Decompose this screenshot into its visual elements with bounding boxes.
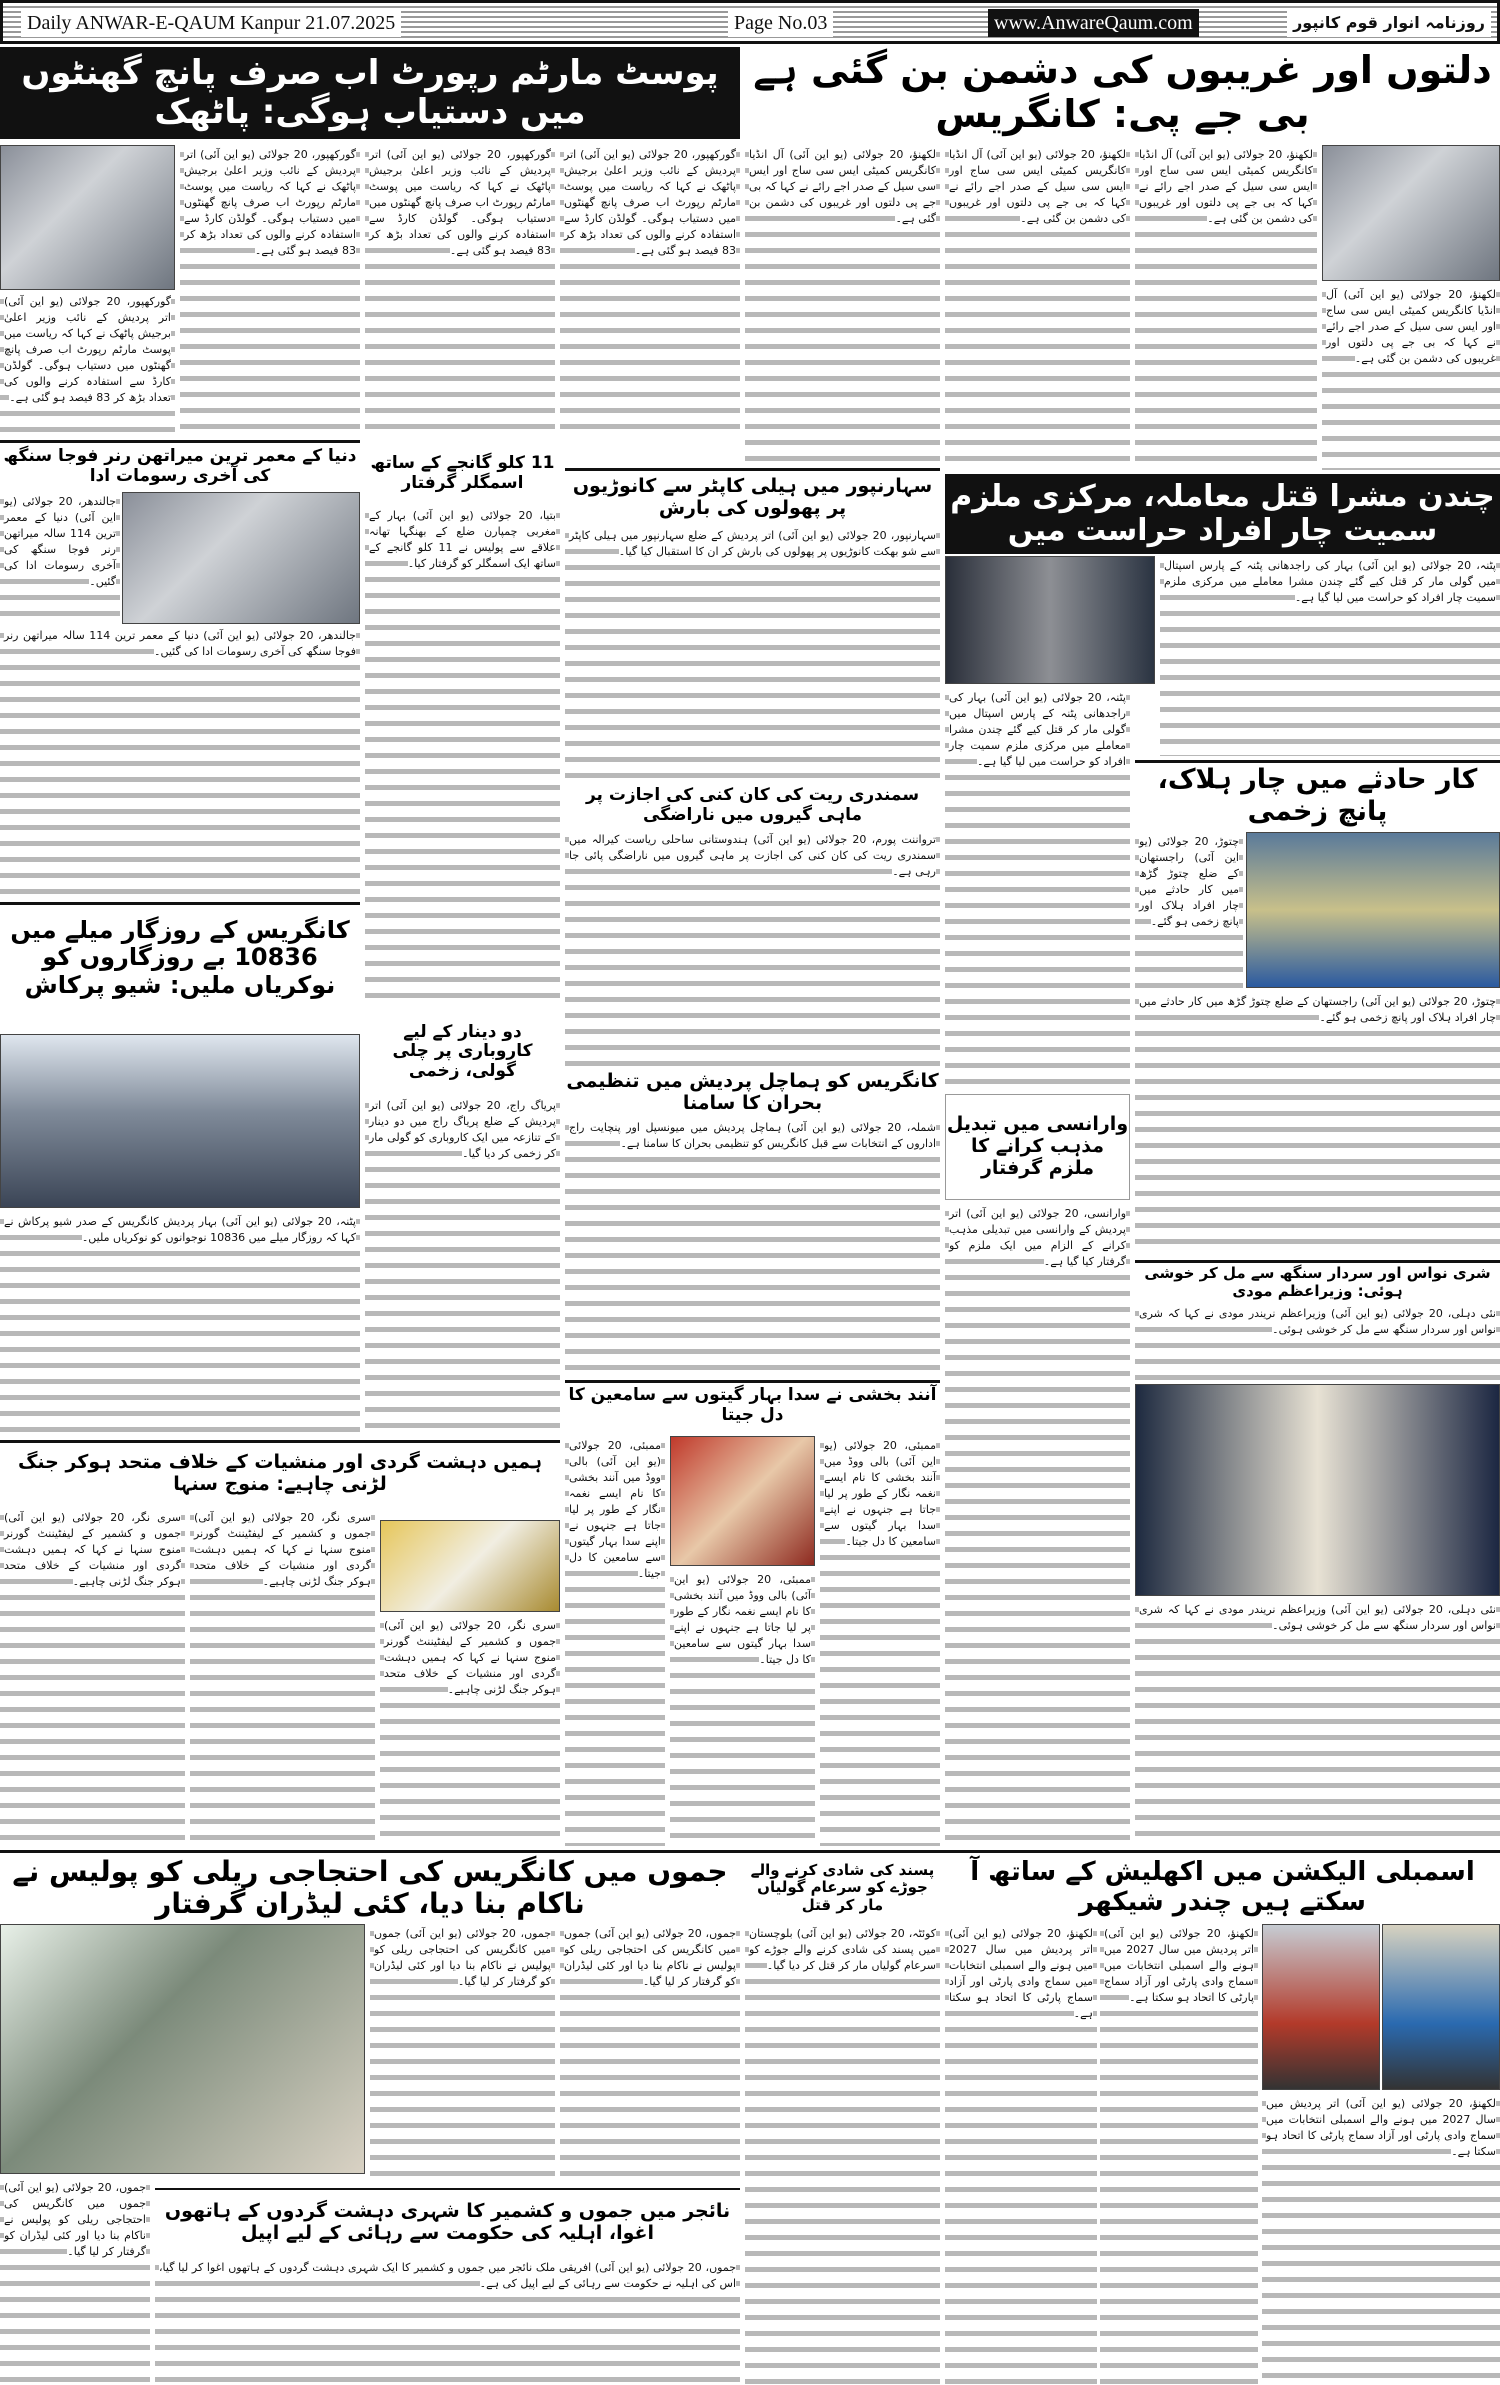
photo-accused [945, 556, 1155, 684]
headline-fauja-singh: دنیا کے معمر ترین میراتھن رنر فوجا سنگھ کی آخری رسومات ادا [0, 444, 360, 490]
article-body: کوئٹہ، 20 جولائی (یو این آئی) بلوچستان میں پسند کی شادی کرنے والے جوڑے کو سرعام گولیاں مار کر قتل کر دیا گیا۔ [745, 1924, 940, 2384]
article-body: جموں، 20 جولائی (یو این آئی) افریقی ملک نائجر میں جموں و کشمیر کا ایک شہری دہشت گردوں کے ہاتھوں اغوا کر لیا گیا، اس کی اہلیہ نے حکومت سے رہائی کے لیے اپیل کی ہے۔ [155, 2258, 740, 2384]
article-body: چتوڑ، 20 جولائی (یو این آئی) راجستھان کے ضلع چتوڑ گڑھ میں کار حادثے میں چار افراد ہلاک اور پانچ زخمی ہو گئے۔ [1135, 992, 1500, 1254]
photo-chandrashekhar [1382, 1924, 1500, 2090]
headline-saharanpur: سہارنپور میں ہیلی کاپٹر سے کانوڑیوں پر پھولوں کی بارش [565, 472, 940, 524]
headline-himachal: کانگریس کو ہماچل پردیش میں تنظیمی بحران کا سامنا [566, 1070, 939, 1114]
headline-car-accident: کار حادثے میں چار ہلاک، پانچ زخمی [1135, 760, 1500, 828]
page-number: Page No.03 [728, 9, 833, 37]
photo-brajesh-pathak [0, 145, 175, 290]
headline-postmortem: پوسٹ مارٹم رپورٹ اب صرف پانچ گھنٹوں میں دستیاب ہوگی: پاٹھک [0, 47, 740, 139]
article-body: پٹنہ، 20 جولائی (یو این آئی) بہار پردیش کانگریس کے صدر شیو پرکاش نے کہا کہ روزگار میلے میں 10836 نوجوانوں کو نوکریاں ملیں۔ [0, 1212, 360, 1436]
article-body: پریاگ راج، 20 جولائی (یو این آئی) اتر پردیش کے ضلع پریاگ راج میں دو دینار کے تنازعہ میں ایک کاروباری کو گولی مار کر زخمی کر دیا گیا۔ [365, 1096, 560, 1436]
article-body: سہارنپور، 20 جولائی (یو این آئی) اتر پردیش کے ضلع سہارنپور میں ہیلی کاپٹر سے شو بھکت کانوڑیوں پر پھولوں کی بارش کر ان کا استقبال کیا گیا۔ [565, 526, 940, 782]
photo-accident [1246, 832, 1500, 988]
photo-anand-bakshi [670, 1436, 815, 1566]
article-body: لکھنؤ، 20 جولائی (یو این آئی) اتر پردیش میں سال 2027 میں ہونے والے اسمبلی انتخابات میں سماج وادی پارٹی اور آزاد سماج پارٹی کا اتحاد ہو سکتا ہے۔ [945, 1924, 1097, 2384]
headline-couple-killed: پسند کی شادی کرنے والے جوڑے کو سرعام گولیاں مار کر قتل [745, 1854, 940, 1922]
headline-ganja-smuggler: 11 کلو گانجے کے ساتھ اسمگلر گرفتار [365, 444, 560, 504]
headline-dalit: دلتوں اور غریبوں کی دشمن بن گئی ہے بی جے پی: کانگریس [745, 47, 1500, 139]
article-body: ممبئی، 20 جولائی (یو این آئی) بالی ووڈ میں آنند بخشی کا نام ایسے نغمہ نگار کے طور پر لیا جاتا ہے جنہوں نے اپنے سدا بہار گیتوں سے سامعین کا دل جیتا۔ [565, 1436, 665, 1846]
headline-akhilesh-chandrashekhar: اسمبلی الیکشن میں اکھلیش کے ساتھ آ سکتے ہیں چندر شیکھر [945, 1854, 1500, 1922]
article-body: شملہ، 20 جولائی (یو این آئی) ہماچل پردیش میں میونسپل اور پنچایت راج اداروں کے انتخابات سے قبل کانگریس کو تنظیمی بحران کا سامنا ہے۔ [565, 1118, 940, 1376]
article-body: چتوڑ، 20 جولائی (یو این آئی) راجستھان کے ضلع چتوڑ گڑھ میں کار حادثے میں چار افراد ہلاک اور پانچ زخمی ہو گئے۔ [1135, 832, 1243, 988]
photo-job-fair-crowd [0, 1034, 360, 1208]
article-body: ممبئی، 20 جولائی (یو این آئی) بالی ووڈ میں آنند بخشی کا نام ایسے نغمہ نگار کے طور پر لیا جاتا ہے جنہوں نے اپنے سدا بہار گیتوں سے سامعین کا دل جیتا۔ [820, 1436, 940, 1846]
article-body: بتیا، 20 جولائی (یو این آئی) بہار کے مغربی چمپارن ضلع کے بھنگہا تھانہ علاقے سے پولیس نے 11 کلو گانجے کے ساتھ ایک اسمگلر کو گرفتار کیا۔ [365, 506, 560, 1006]
article-body: پٹنہ، 20 جولائی (یو این آئی) بہار کی راجدھانی پٹنہ کے پارس اسپتال میں گولی مار کر قتل کیے گئے چندن مشرا معاملے میں مرکزی ملزم سمیت چار افراد کو حراست میں لیا گیا ہے۔ [1160, 556, 1500, 756]
headline-varanasi: وارانسی میں تبدیل مذہب کرانے کا ملزم گرفتار [945, 1094, 1130, 1200]
article-body: جموں، 20 جولائی (یو این آئی) جموں میں کانگریس کی احتجاجی ریلی کو پولیس نے ناکام بنا دیا اور کئی لیڈران کو گرفتار کر لیا گیا۔ [560, 1924, 740, 2184]
photo-funeral [122, 492, 360, 624]
headline-niger-kidnap: نائجر میں جموں و کشمیر کا شہری دہشت گردوں کے ہاتھوں اغوا، اہلیہ کی حکومت سے رہائی کے لیے اپیل [155, 2188, 740, 2256]
article-body: سری نگر، 20 جولائی (یو این آئی) جموں و کشمیر کے لیفٹیننٹ گورنر منوج سنہا نے کہا کہ ہمیں دہشت گردی اور منشیات کے خلاف متحد ہوکر جنگ لڑنی چاہیے۔ [190, 1508, 375, 1846]
article-body: لکھنؤ، 20 جولائی (یو این آئی) آل انڈیا کانگریس کمیٹی ایس سی ساج اور ایس سی سیل کے صدر اجے رائے نے کہا کہ بی جے پی دلتوں اور غریبوں کی دشمن بن گئی ہے۔ [745, 145, 940, 470]
article-body: نئی دہلی، 20 جولائی (یو این آئی) وزیراعظم نریندر مودی نے کہا کہ شری نواس اور سردار سنگھ سے مل کر خوشی ہوئی۔ [1135, 1600, 1500, 1846]
website[interactable]: www.AnwareQaum.com [988, 9, 1199, 37]
article-body: سری نگر، 20 جولائی (یو این آئی) جموں و کشمیر کے لیفٹیننٹ گورنر منوج سنہا نے کہا کہ ہمیں دہشت گردی اور منشیات کے خلاف متحد ہوکر جنگ لڑنی چاہیے۔ [0, 1508, 185, 1846]
headline-anand-bakshi: آنند بخشی نے سدا بہار گیتوں سے سامعین کا دل جیتا [565, 1384, 940, 1428]
article-body: لکھنؤ، 20 جولائی (یو این آئی) آل انڈیا کانگریس کمیٹی ایس سی ساج اور ایس سی سیل کے صدر اجے رائے نے کہا کہ بی جے پی دلتوں اور غریبوں کی دشمن بن گئی ہے۔ [1322, 285, 1500, 470]
masthead [0, 0, 1500, 44]
article-body: جموں، 20 جولائی (یو این آئی) جموں میں کانگریس کی احتجاجی ریلی کو پولیس نے ناکام بنا دیا اور کئی لیڈران کو گرفتار کر لیا گیا۔ [0, 2178, 150, 2383]
headline-chandan-mishra: چندن مشرا قتل معاملہ، مرکزی ملزم سمیت چار افراد حراست میں [945, 474, 1500, 554]
headline-modi: شری نواس اور سردار سنگھ سے مل کر خوشی ہوئی: وزیراعظم مودی [1135, 1260, 1500, 1302]
article-body: نئی دہلی، 20 جولائی (یو این آئی) وزیراعظم نریندر مودی نے کہا کہ شری نواس اور سردار سنگھ سے مل کر خوشی ہوئی۔ [1135, 1304, 1500, 1380]
edition-line: Daily ANWAR-E-QAUM Kanpur 21.07.2025 [21, 9, 401, 37]
article-body: جالندھر، 20 جولائی (یو این آئی) دنیا کے معمر ترین 114 سالہ میراتھن رنر فوجا سنگھ کی آخری رسومات ادا کی گئیں۔ [0, 492, 120, 624]
article-body: پٹنہ، 20 جولائی (یو این آئی) بہار کی راجدھانی پٹنہ کے پارس اسپتال میں گولی مار کر قتل کیے گئے چندن مشرا معاملے میں مرکزی ملزم سمیت چار افراد کو حراست میں لیا گیا ہے۔ [945, 688, 1130, 1088]
photo-ajay-rai [1322, 145, 1500, 281]
headline-jammu-rally: جموں میں کانگریس کی احتجاجی ریلی کو پولیس نے ناکام بنا دیا، کئی لیڈران گرفتار [0, 1854, 740, 1922]
article-body: لکھنؤ، 20 جولائی (یو این آئی) آل انڈیا کانگریس کمیٹی ایس سی ساج اور ایس سی سیل کے صدر اجے رائے نے کہا کہ بی جے پی دلتوں اور غریبوں کی دشمن بن گئی ہے۔ [1135, 145, 1317, 470]
photo-congress-rally [0, 1924, 365, 2174]
article-body: وارانسی، 20 جولائی (یو این آئی) اتر پردیش کے وارانسی میں تبدیلی مذہب کرانے کے الزام میں ایک ملزم کو گرفتار کیا گیا ہے۔ [945, 1204, 1130, 1846]
article-body: ترواننت پورم، 20 جولائی (یو این آئی) ہندوستانی ساحلی ریاست کیرالہ میں سمندری ریت کی کان کنی کی اجازت پر ماہی گیروں میں ناراضگی پائی جا رہی ہے۔ [565, 830, 940, 1066]
article-body: گورکھپور، 20 جولائی (یو این آئی) اتر پردیش کے نائب وزیر اعلیٰ برجیش پاٹھک نے کہا کہ ریاست میں پوسٹ مارٹم رپورٹ اب صرف پانچ گھنٹوں میں دستیاب ہوگی۔ گولڈن کارڈ سے استفادہ کرنے والوں کی تعداد بڑھ کر 83 فیصد ہو گئی ہے۔ [365, 145, 555, 437]
article-body: ممبئی، 20 جولائی (یو این آئی) بالی ووڈ میں آنند بخشی کا نام ایسے نغمہ نگار کے طور پر لیا جاتا ہے جنہوں نے اپنے سدا بہار گیتوں سے سامعین کا دل جیتا۔ [670, 1570, 815, 1846]
photo-modi-meeting [1135, 1384, 1500, 1596]
article-body: لکھنؤ، 20 جولائی (یو این آئی) اتر پردیش میں سال 2027 میں ہونے والے اسمبلی انتخابات میں سماج وادی پارٹی اور آزاد سماج پارٹی کا اتحاد ہو سکتا ہے۔ [1100, 1924, 1258, 2384]
article-body: جالندھر، 20 جولائی (یو این آئی) دنیا کے معمر ترین 114 سالہ میراتھن رنر فوجا سنگھ کی آخری رسومات ادا کی گئیں۔ [0, 626, 360, 898]
headline-rozgar-mela: کانگریس کے روزگار میلے میں 10836 بے روزگاروں کو نوکریاں ملیں: شیو پرکاش [0, 906, 360, 1010]
article-body: لکھنؤ، 20 جولائی (یو این آئی) اتر پردیش میں سال 2027 میں ہونے والے اسمبلی انتخابات میں سماج وادی پارٹی اور آزاد سماج پارٹی کا اتحاد ہو سکتا ہے۔ [1262, 2094, 1500, 2384]
article-body: لکھنؤ، 20 جولائی (یو این آئی) آل انڈیا کانگریس کمیٹی ایس سی ساج اور ایس سی سیل کے صدر اجے رائے نے کہا کہ بی جے پی دلتوں اور غریبوں کی دشمن بن گئی ہے۔ [945, 145, 1130, 470]
article-body: سری نگر، 20 جولائی (یو این آئی) جموں و کشمیر کے لیفٹیننٹ گورنر منوج سنہا نے کہا کہ ہمیں دہشت گردی اور منشیات کے خلاف متحد ہوکر جنگ لڑنی چاہیے۔ [380, 1616, 560, 1846]
article-body: گورکھپور، 20 جولائی (یو این آئی) اتر پردیش کے نائب وزیر اعلیٰ برجیش پاٹھک نے کہا کہ ریاست میں پوسٹ مارٹم رپورٹ اب صرف پانچ گھنٹوں میں دستیاب ہوگی۔ گولڈن کارڈ سے استفادہ کرنے والوں کی تعداد بڑھ کر 83 فیصد ہو گئی ہے۔ [180, 145, 360, 437]
headline-sea-sand-mining: سمندری ریت کی کان کنی کی اجازت پر ماہی گیروں میں ناراضگی [565, 784, 940, 828]
headline-manoj-sinha: ہمیں دہشت گردی اور منشیات کے خلاف متحد ہوکر جنگ لڑنی چاہیے: منوج سنہا [0, 1444, 560, 1504]
photo-akhilesh [1262, 1924, 1380, 2090]
photo-manoj-sinha [380, 1520, 560, 1612]
article-body: جموں، 20 جولائی (یو این آئی) جموں میں کانگریس کی احتجاجی ریلی کو پولیس نے ناکام بنا دیا اور کئی لیڈران کو گرفتار کر لیا گیا۔ [370, 1924, 555, 2184]
article-body: گورکھپور، 20 جولائی (یو این آئی) اتر پردیش کے نائب وزیر اعلیٰ برجیش پاٹھک نے کہا کہ ریاست میں پوسٹ مارٹم رپورٹ اب صرف پانچ گھنٹوں میں دستیاب ہوگی۔ گولڈن کارڈ سے استفادہ کرنے والوں کی تعداد بڑھ کر 83 فیصد ہو گئی ہے۔ [0, 292, 175, 437]
article-body: گورکھپور، 20 جولائی (یو این آئی) اتر پردیش کے نائب وزیر اعلیٰ برجیش پاٹھک نے کہا کہ ریاست میں پوسٹ مارٹم رپورٹ اب صرف پانچ گھنٹوں میں دستیاب ہوگی۔ گولڈن کارڈ سے استفادہ کرنے والوں کی تعداد بڑھ کر 83 فیصد ہو گئی ہے۔ [560, 145, 740, 437]
newspaper-logo: روزنامہ انوار قوم کانپور [1287, 9, 1491, 37]
headline-dinar-firing: دو دینار کے لیے کاروباری پر چلی گولی، زخمی [365, 1010, 560, 1094]
